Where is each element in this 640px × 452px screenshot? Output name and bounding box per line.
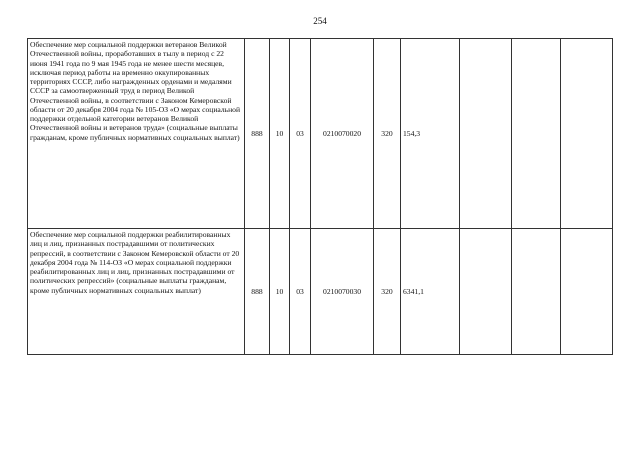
expense-type-code: 320: [374, 39, 401, 229]
row-description: Обеспечение мер социальной поддержки ветеранов Великой Отечественной войны, проработавших в тылу в период с 22 июня 1941 года по 9 мая 1945 года не менее шести месяцев, исключая период работы на временно оккупированных территориях СССР, либо награжденных орденами и медалями СССР за самоотверженный труд в период Великой Отечественной войны, в соответствии с Законом Кемеровской области от 20 декабря 2004 года № 105-ОЗ «О мерах социальной поддержки отдельной категории ветеранов Великой Отечественной войны и ветеранов труда» (социальные выплаты гражданам, кроме публичных нормативных социальных выплат): [28, 39, 245, 229]
empty-cell: [460, 39, 512, 229]
section-code: 10: [270, 229, 290, 355]
target-article-code: 0210070020: [311, 39, 374, 229]
expense-type-code: 320: [374, 229, 401, 355]
subsection-code: 03: [290, 39, 311, 229]
empty-cell: [512, 229, 561, 355]
table-row: [28, 229, 613, 355]
table-row: [28, 39, 613, 229]
empty-cell: [512, 39, 561, 229]
empty-cell: [561, 229, 613, 355]
subsection-code: 03: [290, 229, 311, 355]
ministry-code: 888: [245, 39, 270, 229]
amount-cell: 6341,1: [401, 229, 460, 355]
empty-cell: [561, 39, 613, 229]
target-article-code: 0210070030: [311, 229, 374, 355]
page-number: 254: [313, 16, 327, 26]
budget-table: [27, 38, 613, 355]
amount-cell: 154,3: [401, 39, 460, 229]
empty-cell: [460, 229, 512, 355]
row-description: Обеспечение мер социальной поддержки реабилитированных лиц и лиц, признанных пострадавшими от политических репрессий, в соответствии с Законом Кемеровской области от 20 декабря 2004 года № 114-ОЗ «О мерах социальной поддержки реабилитированных лиц и лиц, признанных пострадавшими от политических репрессий» (социальные выплаты гражданам, кроме публичных нормативных социальных выплат): [28, 229, 245, 355]
section-code: 10: [270, 39, 290, 229]
ministry-code: 888: [245, 229, 270, 355]
